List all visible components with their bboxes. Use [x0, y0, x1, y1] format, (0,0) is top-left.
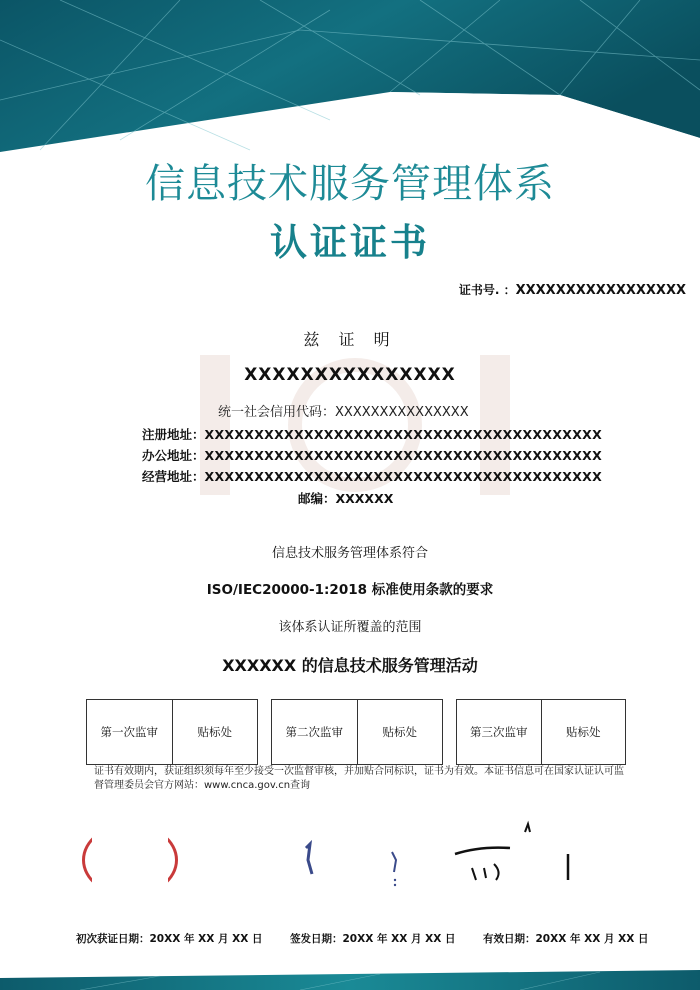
first-certified-date-label: 初次获证日期： — [76, 933, 150, 945]
expiry-date-value: 20XX 年 XX 月 XX 日 — [535, 933, 649, 945]
office-address — [142, 446, 602, 464]
business-address-label: 经营地址： — [142, 469, 205, 484]
business-address-value: XXXXXXXXXXXXXXXXXXXXXXXXXXXXXXXXXXXXXXXX — [204, 469, 603, 484]
certificate-number-label: 证书号. ： — [458, 283, 516, 297]
audit-label-2: 第二次监审 — [285, 725, 343, 739]
sticker-area-1: 贴标处 — [172, 700, 258, 764]
footer-band — [0, 950, 700, 990]
audit-box-1 — [86, 699, 258, 765]
issue-date-value: 20XX 年 XX 月 XX 日 — [342, 933, 456, 945]
office-address-label: 办公地址： — [142, 448, 205, 463]
first-certified-date-value: 20XX 年 XX 月 XX 日 — [149, 933, 263, 945]
registered-address-label: 注册地址： — [142, 427, 205, 442]
audit-label-3: 第三次监审 — [470, 725, 528, 739]
sticker-area-2: 贴标处 — [357, 700, 443, 764]
certificate-number-value: XXXXXXXXXXXXXXXXX — [515, 283, 686, 298]
certified-activity: XXXXXX 的信息技术服务管理活动 — [222, 656, 478, 675]
expiry-date-label: 有效日期： — [483, 933, 536, 945]
issue-date — [290, 931, 455, 946]
postcode — [298, 489, 393, 507]
conformity-statement: 信息技术服务管理体系符合 — [271, 546, 428, 561]
postcode-value: XXXXXX — [335, 491, 394, 506]
validity-note: 证书有效期内，获证组织须每年至少接受一次监督审核，并加贴合同标识，证书为有效。本证书信息可在国家认证认可监督管理委员会官方网站：www.cnca.gov.cn查询 — [94, 766, 624, 791]
registered-address-value: XXXXXXXXXXXXXXXXXXXXXXXXXXXXXXXXXXXXXXXX — [204, 427, 603, 442]
scope-label: 该体系认证所覆盖的范围 — [278, 620, 422, 635]
office-address-value: XXXXXXXXXXXXXXXXXXXXXXXXXXXXXXXXXXXXXXXX — [204, 448, 603, 463]
postcode-label: 邮编： — [298, 491, 336, 506]
business-address — [142, 467, 602, 485]
issue-date-label: 签发日期： — [290, 933, 343, 945]
credit-code-value: XXXXXXXXXXXXXXX — [335, 405, 469, 420]
standard-requirement: ISO/IEC20000-1:2018 标准使用条款的要求 — [206, 582, 494, 598]
certificate-subtitle: 认证证书 — [270, 221, 430, 264]
audit-box-3 — [456, 699, 626, 765]
sticker-area-3: 贴标处 — [541, 700, 626, 764]
organization-name: XXXXXXXXXXXXXXX — [244, 365, 456, 385]
audit-box-2 — [271, 699, 443, 765]
credit-code-label: 统一社会信用代码： — [218, 405, 336, 420]
first-certified-date — [76, 931, 262, 946]
seal-cover — [92, 820, 168, 900]
expiry-date — [483, 931, 648, 946]
audit-label-1: 第一次监审 — [100, 725, 158, 739]
registered-address — [142, 425, 602, 443]
signature-mark-1 — [296, 830, 416, 890]
certificate-title: 信息技术服务管理体系 — [145, 161, 555, 207]
header-banner — [0, 0, 700, 160]
certificate-number — [459, 281, 686, 298]
signature-mark-2 — [450, 818, 580, 888]
credit-code — [218, 401, 469, 420]
hereby-certify: 兹 证 明 — [303, 330, 397, 349]
